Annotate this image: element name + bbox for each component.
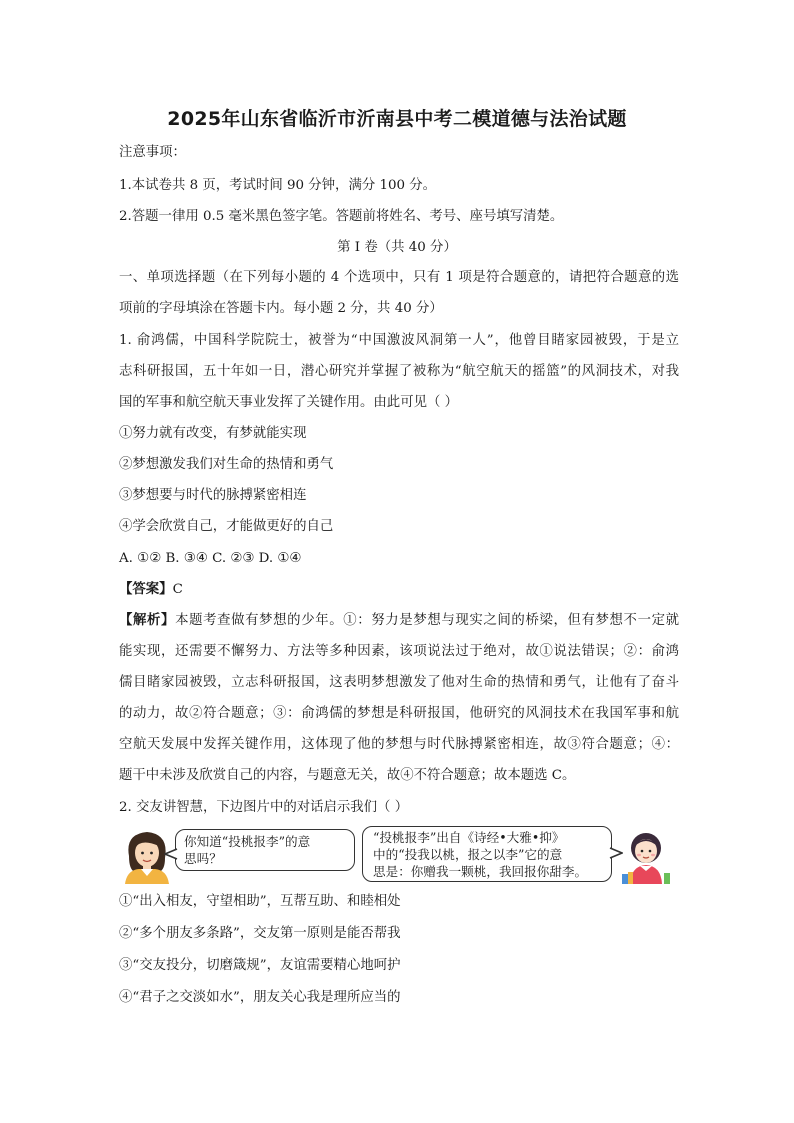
bubble-left-line: 你知道“投桃报李”的意 <box>184 834 311 849</box>
analysis-label: 【解析】 <box>119 613 176 628</box>
q1-option: ③梦想要与时代的脉搏紧密相连 <box>119 488 307 503</box>
q1-analysis-line: 的动力，故②符合题意；③：俞鸿儒的梦想是科研报国，他研究的风洞技术在我国军事和航 <box>119 706 679 721</box>
q1-stem-line: 1. 俞鸿儒，中国科学院院士，被誉为“中国激波风洞第一人”，他曾目睹家园被毁，于是立 <box>119 333 679 348</box>
notice-item-2: 2.答题一律用 0.5 毫米黑色签字笔。答题前将姓名、考号、座号填写清楚。 <box>119 209 564 224</box>
q2-option: ④“君子之交淡如水”，朋友关心我是理所应当的 <box>119 990 401 1005</box>
q2-option: ③“交友投分，切磨箴规”，友谊需要精心地呵护 <box>119 958 401 973</box>
bubble-right-line: 思是：你赠我一颗桃，我回报你甜李。 <box>373 864 588 879</box>
notice-item-1: 1.本试卷共 8 页，考试时间 90 分钟，满分 100 分。 <box>119 178 437 193</box>
q1-option: ②梦想激发我们对生命的热情和勇气 <box>119 457 334 472</box>
q1-stem-line: 国的军事和航空航天事业发挥了关键作用。由此可见（ ） <box>119 395 459 410</box>
part-instruction-line-1: 一、单项选择题（在下列每小题的 4 个选项中，只有 1 项是符合题意的，请把符合题意的选 <box>119 270 679 285</box>
page-title: 2025年山东省临沂市沂南县中考二模道德与法治试题 <box>167 108 627 130</box>
q1-stem-line: 志科研报国，五十年如一日，潜心研究并掌握了被称为“航空航天的摇篮”的风洞技术，对我 <box>119 364 679 379</box>
q2-stem: 2. 交友讲智慧，下边图片中的对话启示我们（ ） <box>119 800 409 815</box>
q1-choices: A. ①② B. ③④ C. ②③ D. ①④ <box>119 551 302 566</box>
bubble-tail-left <box>164 847 178 861</box>
analysis-text: 本题考查做有梦想的少年。①：努力是梦想与现实之间的桥梁，但有梦想不一定就 <box>175 613 679 628</box>
speech-bubble-left <box>175 829 355 871</box>
answer-value: C <box>172 582 183 597</box>
girl-illustration <box>618 826 674 884</box>
bubble-left-line: 思吗？ <box>184 851 222 866</box>
q1-analysis-line: 空航天发展中发挥关键作用，这体现了他的梦想与时代脉搏紧密相连，故③符合题意；④： <box>119 737 679 752</box>
section-title: 第 I 卷（共 40 分） <box>337 240 457 255</box>
q1-analysis-line <box>119 611 679 631</box>
bubble-right-line: 中的“投我以桃，报之以李”它的意 <box>373 847 563 862</box>
q1-option: ④学会欣赏自己，才能做更好的自己 <box>119 519 334 534</box>
q1-answer <box>119 580 679 600</box>
part-instruction-line-2: 项前的字母填涂在答题卡内。每小题 2 分，共 40 分） <box>119 301 443 316</box>
q2-option: ①“出入相友，守望相助”，互帮互助、和睦相处 <box>119 894 401 909</box>
q1-analysis-line: 儒目睹家园被毁，立志科研报国，这表明梦想激发了他对生命的热情和勇气，让他有了奋斗 <box>119 675 679 690</box>
q1-analysis-line: 能实现，还需要不懈努力、方法等多种因素，该项说法过于绝对，故①说法错误；②：俞鸿 <box>119 644 679 659</box>
answer-label: 【答案】 <box>119 582 173 597</box>
q2-option: ②“多个朋友多条路”，交友第一原则是能否帮我 <box>119 926 401 941</box>
q1-analysis-line: 题干中未涉及欣赏自己的内容，与题意无关，故④不符合题意；故本题选 C。 <box>119 768 576 783</box>
notice-heading: 注意事项： <box>119 145 186 160</box>
bubble-right-line: “投桃报李”出自《诗经•大雅•抑》 <box>373 830 565 845</box>
q1-option: ①努力就有改变，有梦就能实现 <box>119 426 307 441</box>
speech-bubble-right <box>362 826 612 882</box>
